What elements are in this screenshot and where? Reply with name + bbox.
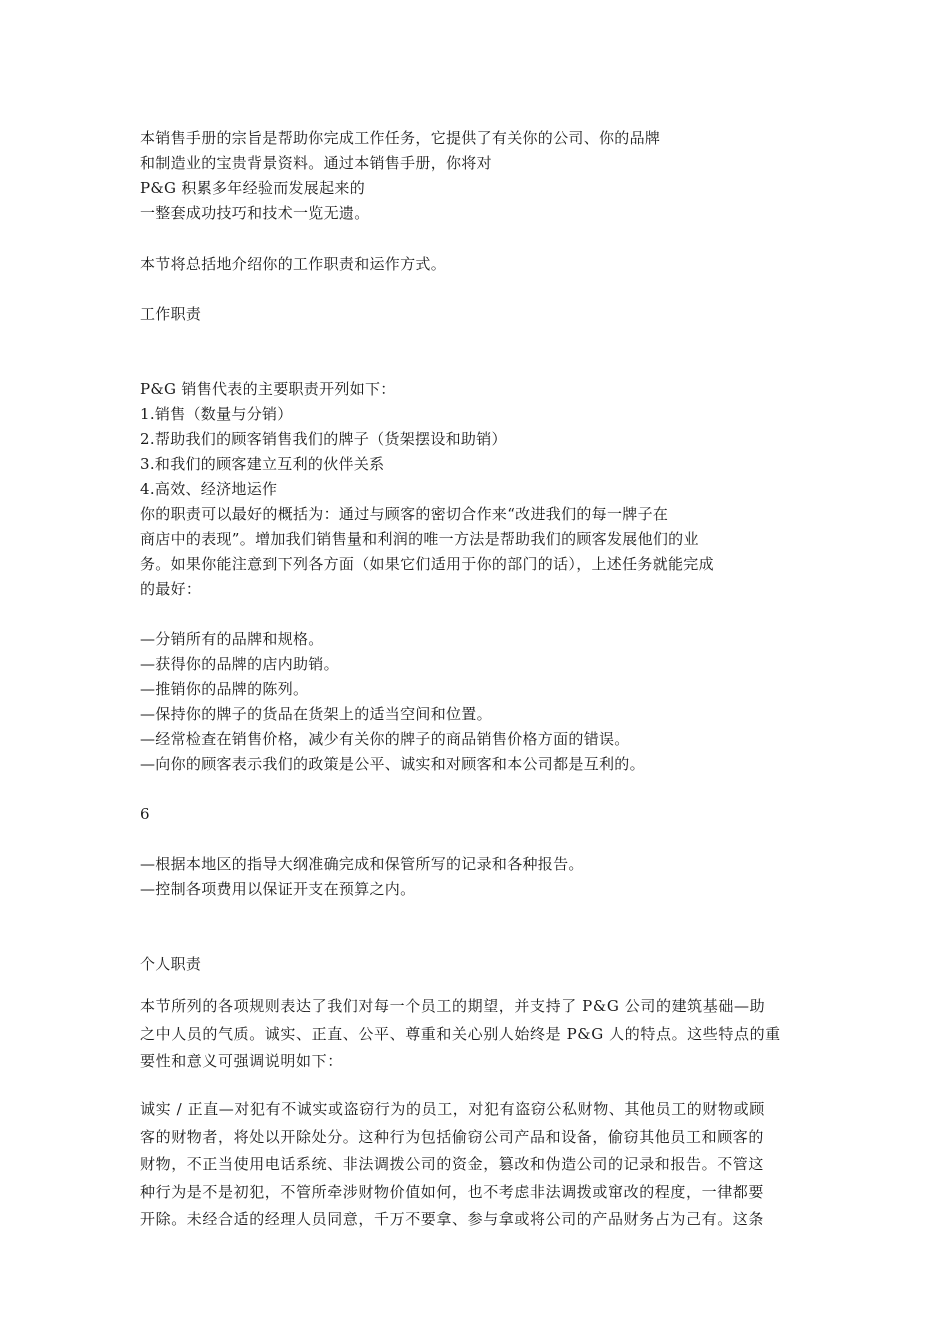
paragraph-line: 本节所列的各项规则表达了我们对每一个员工的期望，并支持了 P&G 公司的建筑基础—助 [140,997,766,1015]
section-summary: 本节将总括地介绍你的工作职责和运作方式。 [140,255,447,273]
duty-bullet: —向你的顾客表示我们的政策是公平、诚实和对顾客和本公司都是互利的。 [140,755,645,773]
job-duties-line: 的最好： [140,580,202,598]
duty-bullet: —分销所有的品牌和规格。 [140,630,324,648]
job-duties-line: 1.销售（数量与分销） [140,405,293,423]
intro-line: P&G 积累多年经验而发展起来的 [140,179,365,197]
personal-duties-paragraph [140,993,818,1076]
intro-line: 本销售手册的宗旨是帮助你完成工作任务，它提供了有关你的公司、你的品牌 [140,129,661,147]
job-duties-line: 你的职责可以最好的概括为：通过与顾客的密切合作来“改进我们的每一牌子在 [140,505,669,523]
duty-bullet: —保持你的牌子的货品在货架上的适当空间和位置。 [140,705,492,723]
heading-personal-duties: 个人职责 [140,955,202,973]
paragraph-line: 种行为是不是初犯，不管所牵涉财物价值如何，也不考虑非法调拨或窜改的程度，一律都要 [140,1182,765,1201]
honesty-paragraph [140,1096,818,1234]
paragraph-line: 客的财物者，将处以开除处分。这种行为包括偷窃公司产品和设备，偷窃其他员工和顾客的 [140,1127,765,1146]
duty-bullet: —获得你的品牌的店内助销。 [140,655,339,673]
paragraph-line: 开除。未经合适的经理人员同意，千万不要拿、参与拿或将公司的产品财务占为己有。这条 [140,1210,765,1228]
job-duties-line: 务。如果你能注意到下列各方面（如果它们适用于你的部门的话），上述任务就能完成 [140,555,714,573]
job-duties-line: 商店中的表现”。增加我们销售量和利润的唯一方法是帮助我们的顾客发展他们的业 [140,530,699,548]
intro-line: 一整套成功技巧和技术一览无遗。 [140,204,370,222]
intro-line: 和制造业的宝贵背景资料。通过本销售手册，你将对 [140,154,492,172]
duty-bullet: —控制各项费用以保证开支在预算之内。 [140,880,416,898]
job-duties-line: 3.和我们的顾客建立互利的伙伴关系 [140,455,385,473]
duty-bullet: —推销你的品牌的陈列。 [140,680,309,698]
job-duties-line: P&G 销售代表的主要职责开列如下： [140,380,396,398]
paragraph-line: 之中人员的气质。诚实、正直、公平、尊重和关心别人始终是 P&G 人的特点。这些特点的重 [140,1024,781,1043]
paragraph-line: 要性和意义可强调说明如下： [140,1052,343,1070]
duty-bullet: —根据本地区的指导大纲准确完成和保管所写的记录和各种报告。 [140,855,584,873]
job-duties-line: 2.帮助我们的顾客销售我们的牌子（货架摆设和助销） [140,430,507,448]
page-number: 6 [140,805,150,823]
job-duties-line: 4.高效、经济地运作 [140,480,278,498]
paragraph-line: 诚实 / 正直—对犯有不诚实或盗窃行为的员工，对犯有盗窃公私财物、其他员工的财物或顾 [140,1100,765,1118]
paragraph-line: 财物，不正当使用电话系统、非法调拨公司的资金，篡改和伪造公司的记录和报告。不管这 [140,1155,765,1173]
duty-bullet: —经常检查在销售价格，减少有关你的牌子的商品销售价格方面的错误。 [140,730,630,748]
heading-job-duties: 工作职责 [140,305,202,323]
